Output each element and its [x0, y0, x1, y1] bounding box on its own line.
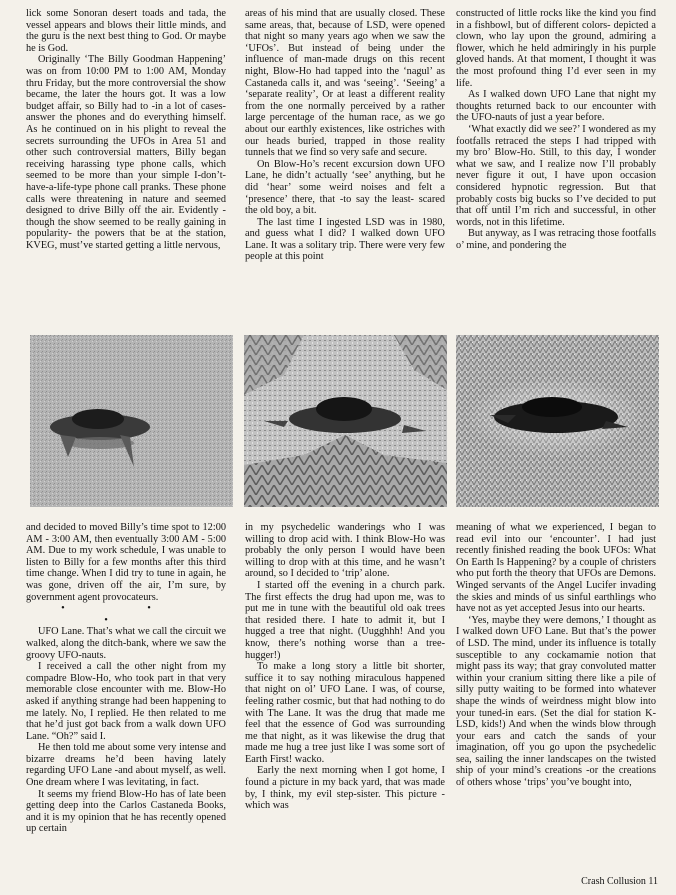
- paragraph: meaning of what we experienced, I began to read evil into our ‘encounter’. I had just recently finished reading the book UFOs: What On Earth Is Happening? by a couple of christers who put forth the theory that UFOs are Demons. Winged servants of the Angel Lucifer invading the skies and minds of us sinful earthlings who have not as yet accepted Jesus into our hearts.: [456, 522, 656, 615]
- paragraph: ‘Yes, maybe they were demons,’ I thought as I walked down UFO Lane. But that’s the power of LSD. The mind, under its influence is totally susceptible to any cockamamie notion that might pass its way; that gray convoluted matter within your cranium sitting there like a pile of silly putty waiting to be formed into whatever shape the winds of weirdness might blow into your tuned-in ears. (Set the dial for station K-LSD, kids!) And when the winds blow through your ears and catch the sands of your imagination, off you go upon the psychedelic sea, sailing the inner landscapes on the twisted ship of your mind’s creations -or the creations of others whose ‘trips’ you’ve bought into,: [456, 614, 656, 789]
- paragraph: ‘What exactly did we see?’ I wondered as my footfalls retraced the steps I had tripped with my bro’ Blow-Ho. Still, to this day, I wonder what we saw, and I realize now I’ll probably never figure it out, I have upon occasion considered hypnotic regression. But that probably costs big bucks so I’ve decided to put that off until I’m rich and successful, in other words, not in this lifetime.: [456, 123, 656, 228]
- ufo-photo-2-graphic: [244, 335, 447, 507]
- ufo-photo-2: [244, 335, 447, 507]
- paragraph: He then told me about some very intense and bizarre dreams he’d been having lately regarding UFO Lane -and about myself, as well. One dream where I was levitating, in fact.: [26, 742, 226, 789]
- column-bottom-right: [456, 522, 656, 870]
- paragraph: Originally ‘The Billy Goodman Happening’ was on from 10:00 PM to 1:00 AM, Monday thru Friday, but the more controversial the show became, the later the hours got. It was a low budget affair, so Billy had to -in a lot of cases- answer the phones and do everything himself. As he continued on in his plight to reveal the secrets surrounding the UFOs in Area 51 and other such controversial matters, Billy began receiving harassing type phone calls, which seemed to be more than your simple I-don’t-have-a-life-type phone call pranks. These phone calls were threatening in nature and seemed designed to drive Billy off the air. Evidently -though the show seemed to be really gaining in popularity- the powers that be at the station, KVEG, must’ve started getting a little nervous,: [26, 54, 226, 251]
- column-bottom-left: [26, 522, 226, 870]
- ufo-photo-1-graphic: [30, 335, 233, 507]
- paragraph: But anyway, as I was retracing those footfalls o’ mine, and pondering the: [456, 228, 656, 251]
- section-break: • • •: [61, 603, 191, 626]
- paragraph: It seems my friend Blow-Ho has of late been getting deep into the Carlos Castaneda Books, and it is my opinion that he has recently opened up certain: [26, 788, 226, 835]
- paragraph: UFO Lane. That’s what we call the circuit we walked, along the ditch-bank, where we saw the groovy UFO-nauts.: [26, 626, 226, 661]
- paragraph: I started off the evening in a church park. The first effects the drug had upon me, was to put me in tune with the beautiful old oak trees that resided there. I hate to admit it, but I hugged a tree that night. (Uugghhh! And you know, there’s nothing worse than a tree-hugger!): [245, 579, 445, 661]
- paragraph: lick some Sonoran desert toads and tada, the vessel appears and blows their little minds, and the guru is the next best thing to God. Or maybe he is God.: [26, 8, 226, 54]
- column-top-left: [26, 8, 226, 324]
- paragraph: in my psychedelic wanderings who I was willing to drop acid with. I think Blow-Ho was probably the only person I would have been willing to drop with at this time, and he wasn’t around, so I decided to ‘trip’ alone.: [245, 522, 445, 580]
- page-footer-folio: Crash Collusion 11: [581, 876, 658, 887]
- paragraph: I received a call the other night from my compadre Blow-Ho, who took part in that very memorable close encounter with me. Blow-Ho asked if anything strange had been happening to me lately. No, I replied. He then related to me that he’d just got back from a walk down UFO Lane. “Oh?” said I.: [26, 661, 226, 742]
- paragraph: Early the next morning when I got home, I found a picture in my back yard, that was made by, I think, my evil step-sister. This picture -which was: [245, 765, 445, 812]
- paragraph: The last time I ingested LSD was in 1980, and guess what I did? I walked down UFO Lane. It was a solitary trip. There were very few people at this point: [245, 216, 445, 263]
- paragraph: On Blow-Ho’s recent excursion down UFO Lane, he didn’t actually ‘see’ anything, but he did ‘hear’ some weird noises and felt a ‘presence’ there, that -to say the least- scared the old boy, a bit.: [245, 158, 445, 217]
- paragraph: constructed of little rocks like the kind you find in a fishbowl, but of different colors- depicted a clown, who lay upon the ground, admiring a flower, which he held admiringly in his purple gloved hands. At that moment, I thought it was the most profound thing I’d ever seen in my life.: [456, 8, 656, 89]
- ufo-photo-1: [30, 335, 233, 507]
- column-top-right: [456, 8, 656, 324]
- paragraph: As I walked down UFO Lane that night my thoughts returned back to our encounter with the UFO-nauts of just a year before.: [456, 89, 656, 124]
- paragraph: To make a long story a little bit shorter, suffice it to say nothing miraculous happened that night on ol’ UFO Lane. I was, of course, feeling rather cosmic, but that had nothing to do with The Lane. It was the drug that made me feel that the essence of God was surrounding me that night, as it was likewise the drug that made me hug a tree just like I was some sort of Earth First! wacko.: [245, 661, 445, 765]
- ufo-photo-3-graphic: [456, 335, 659, 507]
- column-top-middle: [245, 8, 445, 324]
- paragraph: and decided to moved Billy’s time spot to 12:00 AM - 3:00 AM, then eventually 3:00 AM - 5:00 AM. Due to my work schedule, I was unable to listen to Billy for a few months after this third time change. When I did try to tune in again, he was gone, driven off the air, I’m sure, by government agent provocateurs.: [26, 522, 226, 603]
- paragraph: areas of his mind that are usually closed. These same areas, that, because of LSD, were opened that night so many years ago when we saw the ‘UFOs’. But instead of being under the influence of man-made drugs on this recent night, Blow-Ho had tapped into the ‘nagul’ as Castaneda calls it, and was ‘seeing’. ‘Seeing’ a ‘separate reality’, Or at least a different reality from the one normally perceived by a rather large percentage of the human race, as we go about our earthly existences, like ostriches with our heads buried, trapped in those reality tunnels that we find so very safe and secure.: [245, 8, 445, 159]
- column-bottom-middle: [245, 522, 445, 870]
- ufo-photo-3: [456, 335, 659, 507]
